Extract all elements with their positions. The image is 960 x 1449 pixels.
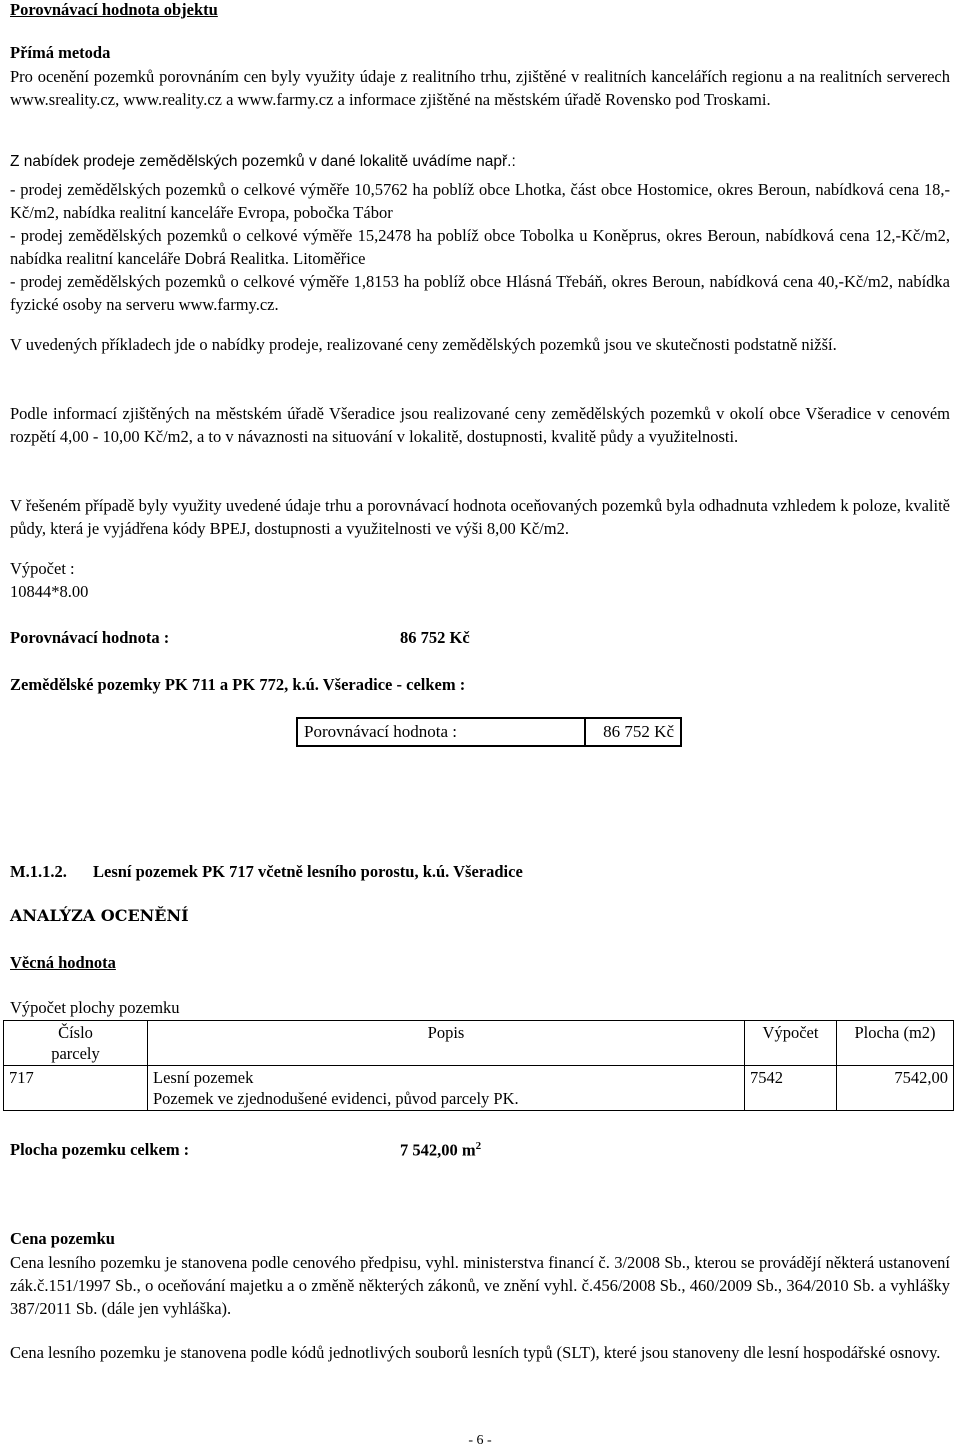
cell-area: 7542,00 [837, 1066, 954, 1111]
offer-item: - prodej zemědělských pozemků o celkové výměře 10,5762 ha poblíž obce Lhotka, část obce Hostomice, okres Beroun, nabídková cena 18,-Kč/m2, nabídka realitní kanceláře Evropa, pobočka Tábor [10, 180, 950, 222]
paragraph-estimate: V řešeném případě byly využity uvedené údaje trhu a porovnávací hodnota oceňovaných pozemků byla odhadnuta vzhledem k poloze, kvalitě půdy, která je vyjádřena kódy BPEJ, dostupnosti a využitelnosti ve výši 8,00 Kč/m2. [10, 496, 950, 538]
total-area-label: Plocha pozemku celkem : [10, 1140, 190, 1159]
offer-item: - prodej zemědělských pozemků o celkové výměře 1,8153 ha poblíž obce Hlásná Třebáň, okres Beroun, nabídková cena 40,-Kč/m2, nabídka fyzické osoby na serveru www.farmy.cz. [10, 272, 950, 314]
offer-item: - prodej zemědělských pozemků o celkové výměře 15,2478 ha poblíž obce Tobolka u Koněprus, okres Beroun, nabídková cena 12,-Kč/m2, nabídka realitní kanceláře Dobrá Realitka. Litoměřice [10, 226, 950, 268]
header-desc: Popis [148, 1021, 745, 1066]
section-heading: Porovnávací hodnota objektu [10, 0, 218, 19]
offers-intro: Z nabídek prodeje zemědělských pozemků v dané lokalitě uvádíme např.: [10, 153, 516, 170]
header-area: Plocha (m2) [837, 1021, 954, 1066]
header-parcel [4, 1021, 148, 1066]
header-parcel-label: Číslo parcely [51, 1023, 100, 1063]
summary-box [296, 717, 682, 747]
forest-section-number: M.1.1.2. [10, 862, 67, 881]
calc-label: Výpočet : [10, 559, 75, 578]
price-title: Cena pozemku [10, 1229, 115, 1248]
cell-parcel: 717 [4, 1066, 148, 1111]
cell-desc-line2: Pozemek ve zjednodušené evidenci, původ parcely PK. [153, 1089, 519, 1108]
area-calc-title: Výpočet plochy pozemku [10, 998, 180, 1017]
method-intro: Pro ocenění pozemků porovnáním cen byly využity údaje z realitního trhu, zjištěné v realitních kancelářích regionu a na realitních serverech www.sreality.cz, www.reality.cz a www.farmy.cz a informace zjištěné na městském úřadě Rovensko pod Troskami. [10, 67, 950, 109]
calc-formula: 10844*8.00 [10, 582, 89, 601]
table-row [4, 1066, 954, 1111]
comparative-label: Porovnávací hodnota : [10, 628, 170, 647]
header-calc: Výpočet [745, 1021, 837, 1066]
comparative-value: 86 752 Kč [400, 628, 470, 647]
page-number: - 6 - [468, 1433, 492, 1448]
forest-section-title: Lesní pozemek PK 717 včetně lesního porostu, k.ú. Všeradice [93, 862, 523, 881]
cell-desc-line1: Lesní pozemek [153, 1068, 254, 1087]
price-paragraph-1: Cena lesního pozemku je stanovena podle cenového předpisu, vyhl. ministerstva financí č. 3/2008 Sb., kterou se provádějí některá ustanovení zák.č.151/1997 Sb., o oceňování majetku a o změně některých zákonů, ve znění vyhl. č.456/2008 Sb., 460/2009 Sb., 364/2010 Sb. a vyhlášky 387/2011 Sb. (dále jen vyhláška). [10, 1253, 950, 1318]
material-value-title: Věcná hodnota [10, 953, 116, 972]
total-area-sup: 2 [475, 1140, 482, 1152]
paragraph-offers-note: V uvedených příkladech jde o nabídky prodeje, realizované ceny zemědělských pozemků jsou ve skutečnosti podstatně nižší. [10, 335, 837, 354]
total-area-number: 7 542,00 m [400, 1140, 476, 1160]
table-header-row [4, 1021, 954, 1066]
total-area-value [400, 1140, 481, 1161]
method-title: Přímá metoda [10, 43, 111, 62]
summary-box-value: 86 752 Kč [603, 722, 674, 741]
summary-title: Zemědělské pozemky PK 711 a PK 772, k.ú. Všeradice - celkem : [10, 675, 466, 694]
summary-box-label: Porovnávací hodnota : [298, 719, 586, 745]
cell-desc [148, 1066, 745, 1111]
price-paragraph-2: Cena lesního pozemku je stanovena podle kódů jednotlivých souborů lesních typů (SLT), které jsou stanoveny dle lesní hospodářské osnovy. [10, 1343, 941, 1362]
cell-calc: 7542 [745, 1066, 837, 1111]
paragraph-office-info: Podle informací zjištěných na městském úřadě Všeradice jsou realizované ceny zemědělských pozemků v okolí obce Všeradice v cenovém rozpětí 4,00 - 10,00 Kč/m2, a to v návaznosti na situování v lokalitě, dostupnosti, kvalitě půdy a využitelnosti. [10, 404, 950, 446]
area-table [3, 1020, 954, 1111]
analysis-title: ANALÝZA OCENĚNÍ [10, 906, 189, 925]
